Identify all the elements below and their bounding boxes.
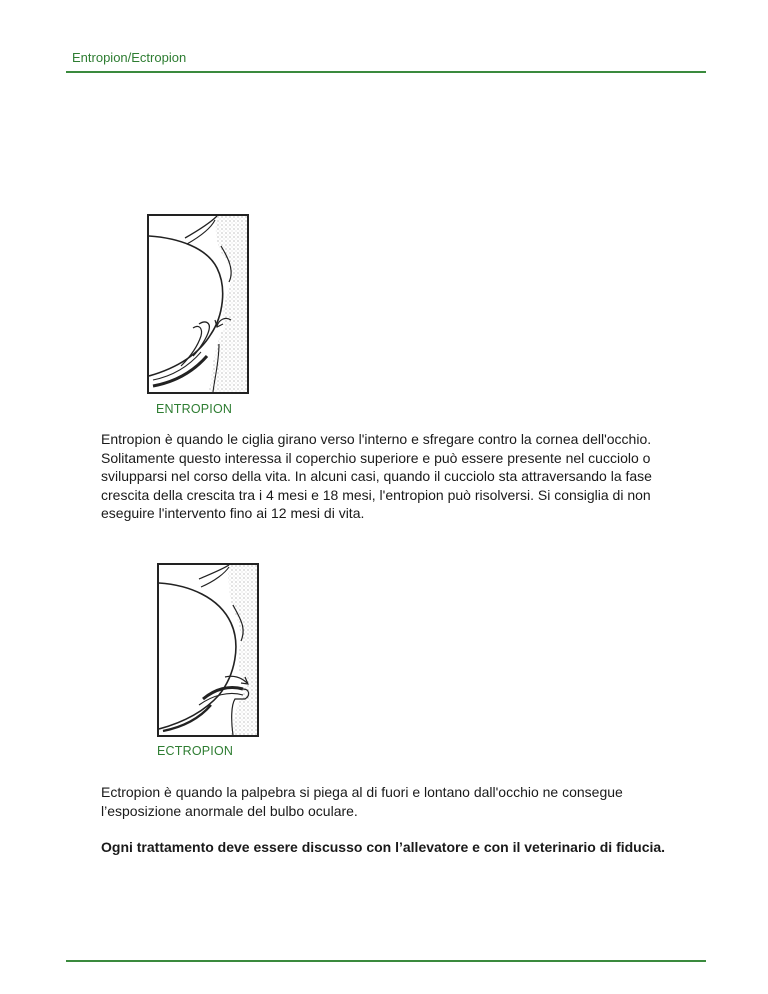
ectropion-illustration (157, 563, 259, 737)
ectropion-eye-illustration-icon (159, 565, 257, 735)
ectropion-description: Ectropion è quando la palpebra si piega al di fuori e lontano dall'occhio ne consegue l’esposizione anormale del bulbo oculare. (101, 784, 623, 819)
header-divider (66, 71, 706, 73)
treatment-note: Ogni trattamento deve essere discusso con l’allevatore e con il veterinario di fiducia. (101, 839, 666, 855)
footer-divider (66, 960, 706, 962)
page-header-title: Entropion/Ectropion (72, 50, 187, 65)
entropion-description: Entropion è quando le ciglia girano verso l'interno e sfregare contro la cornea dell'occhio. Solitamente questo interessa il coperchio superiore e può essere presente nel cucciolo o svilupparsi nel corso della vita. In alcuni casi, quando il cucciolo sta attraversando la fase crescita della crescita tra i 4 mesi e 18 mesi, l'entropion può risolversi. Si consiglia di non eseguire l'intervento fino ai 12 mesi di vita. (101, 431, 652, 522)
entropion-eye-illustration-icon (149, 216, 247, 392)
entropion-illustration (147, 214, 249, 394)
figure-caption-ectropion: ECTROPION (157, 744, 234, 758)
figure-caption-entropion: ENTROPION (156, 402, 233, 416)
